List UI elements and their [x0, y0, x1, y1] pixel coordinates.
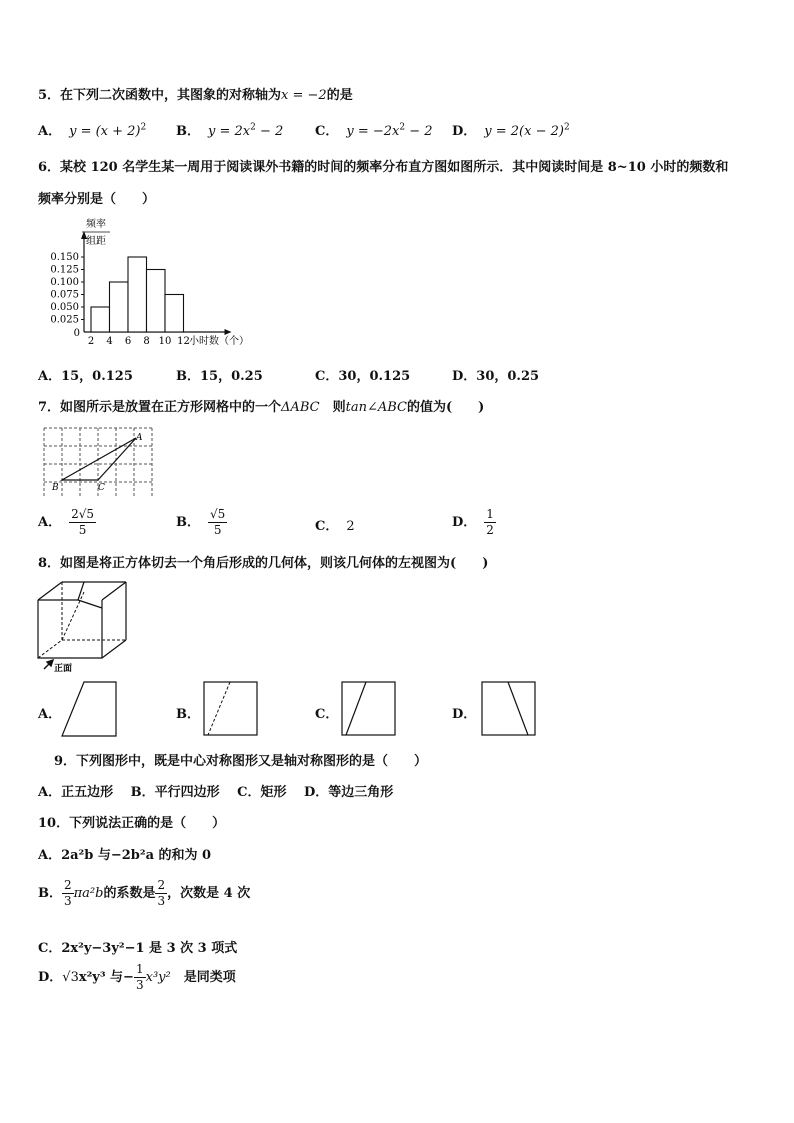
q5-option-d: D． $y = 2(x - 2)^2$ [452, 122, 570, 139]
histogram-ylabel-bottom: 组距 [86, 236, 106, 247]
q9-stem: 9．下列图形中，既是中心对称图形又是轴对称图形的是（ ） [54, 754, 428, 769]
histogram-x-tick-label: 2 [87, 336, 95, 347]
histogram-y-tick-label: 0.150 [50, 252, 79, 263]
q6-option-a: A．15，0.125 [38, 369, 133, 384]
q6-stem-line1: 6．某校 120 名学生某一周用于阅读课外书籍的时间的频率分布直方图如图所示．其中阅读时间是 8~10 小时的频数和 [38, 160, 729, 175]
front-view-label: 正面 [54, 664, 73, 673]
q7-option-a: A． $\frac{2√5}{5}$ [38, 507, 95, 537]
q6-stem-line2: 频率分别是（ ） [38, 192, 156, 207]
histogram-y-tick-label: 0.100 [50, 277, 79, 288]
histogram-ylabel-top: 频率 [86, 219, 106, 230]
q6-option-b: B．15，0.25 [176, 369, 263, 384]
vertex-b-label: B [52, 483, 59, 493]
q8-option-c-label: C． [315, 707, 339, 722]
histogram-xlabel: 小时数（个） [189, 336, 249, 347]
q8-option-b-label: B． [176, 707, 200, 722]
q10-option-b: B． $\frac{2}{3}$ πa²b的系数是 $\frac{2}{3}$ ，次数是 4 次 [38, 878, 251, 908]
q7-option-c: C． 2 [315, 519, 355, 534]
q10-option-a: A．2a²b 与−2b²a 的和为 0 [38, 848, 212, 863]
q8-option-d-label: D． [452, 707, 477, 722]
q8-option-d-figure [480, 680, 538, 738]
q10-stem: 10．下列说法正确的是（ ） [38, 816, 226, 831]
histogram-y-tick-label: 0.050 [50, 302, 79, 313]
q8-option-b-figure [202, 680, 260, 738]
q7-option-b: B． $\frac{√5}{5}$ [176, 507, 226, 537]
q5-option-a: A． $y = (x + 2)^2$ [38, 122, 147, 139]
histogram-bar [147, 270, 166, 333]
triangle-abc [62, 438, 136, 480]
histogram-bar [128, 257, 147, 332]
cut-cube-figure [32, 578, 132, 673]
q10-option-d: D．√3x²y³ 与− $\frac{1}{3}$ x³y² 是同类项 [38, 962, 236, 992]
q5-option-b: B． $y = 2x^2 - 2$ [176, 122, 284, 139]
histogram-bar [110, 282, 129, 332]
q8-option-c-figure [340, 680, 398, 738]
histogram-y-tick-label: 0.075 [50, 289, 79, 301]
grid-triangle-figure [40, 424, 156, 496]
histogram-x-tick-label: 10 [158, 336, 172, 347]
q7-option-d: D． $\frac{1}{2}$ [452, 507, 494, 537]
histogram-x-tick-label: 4 [106, 336, 113, 347]
vertex-a-label: A [136, 433, 143, 443]
q5-stem: 5．在下列二次函数中，其图象的对称轴为x = −2的是 [38, 88, 353, 103]
histogram-bar [91, 307, 110, 332]
q6-option-d: D．30，0.25 [452, 369, 540, 384]
vertex-c-label: C [98, 483, 105, 493]
q6-option-c: C．30，0.125 [315, 369, 411, 384]
q8-option-a-figure [60, 680, 120, 738]
q9-options: A．正五边形 B．平行四边形 C．矩形 D．等边三角形 [38, 785, 394, 800]
q8-stem: 8．如图是将正方体切去一个角后形成的几何体，则该几何体的左视图为( ) [38, 556, 489, 571]
histogram-x-tick-label: 12 [177, 336, 190, 347]
q10-option-c: C．2x²y−3y²−1 是 3 次 3 项式 [38, 941, 238, 956]
q8-option-a-label: A． [38, 707, 62, 722]
histogram-y-tick-label: 0.125 [50, 264, 79, 276]
frequency-histogram [40, 213, 270, 348]
q5-option-c: C． $y = -2x^2 - 2$ [315, 122, 433, 139]
histogram-x-tick-label: 8 [143, 336, 150, 347]
histogram-x-arrow [225, 329, 232, 335]
q7-stem: 7．如图所示是放置在正方形网格中的一个ΔABC 则tan∠ABC的值为( ) [38, 400, 485, 415]
histogram-bar [165, 295, 184, 333]
histogram-y-tick-label: 0.025 [50, 314, 79, 326]
histogram-x-tick-label: 6 [124, 336, 132, 347]
histogram-origin: 0 [73, 328, 80, 339]
